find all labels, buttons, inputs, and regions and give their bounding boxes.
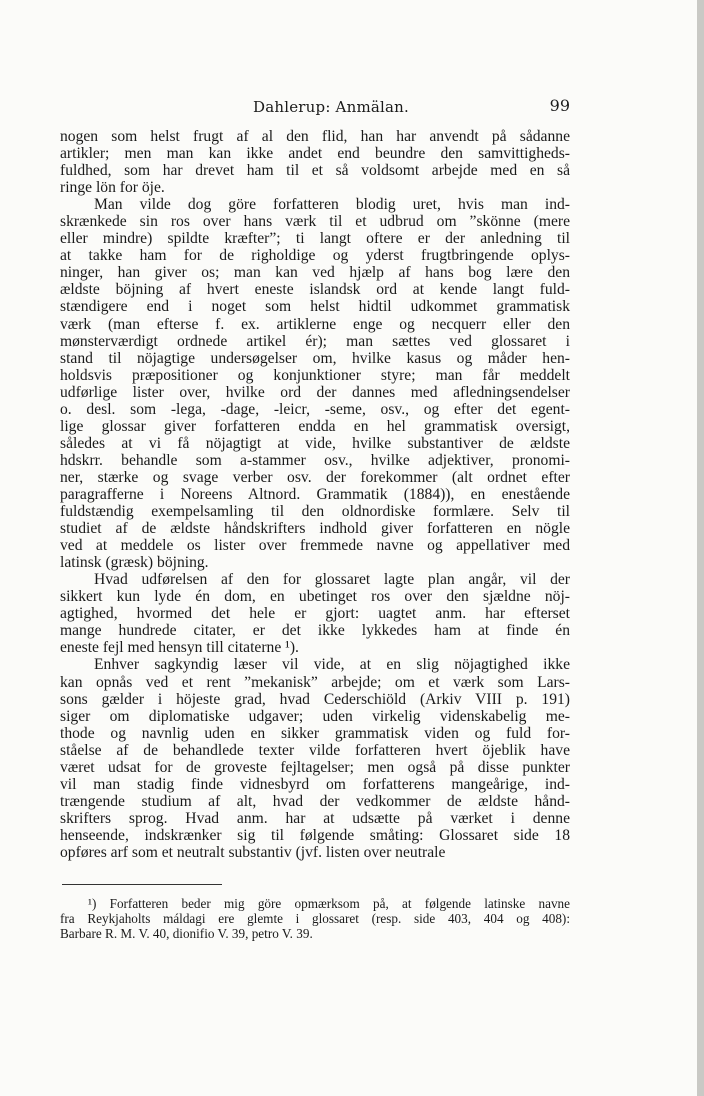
footnote [60,896,570,941]
text-line: eneste fejl med hensyn till citaterne ¹). [60,639,299,657]
text-line: udførlige lister over, hvilke ord der dannes med afledningsendelser [60,383,570,401]
text-line: latinsk (græsk) böjning. [60,554,209,572]
text-line: ældste böjning af hvert eneste islandsk ord at kende langt fuld- [60,281,570,299]
text-line: ninger, han giver os; man kan ved hjælp af hans bog lære den [60,264,570,282]
text-line: stand til nöjagtige undersøgelser om, hvilke kasus og måder hen- [60,349,570,367]
text-line: stændigere end i noget som helst hidtil udkommet grammatisk [60,298,570,316]
text-line: fuldstændig exempelsamling til den oldnordiske formlære. Selv til [60,503,570,521]
text-line: skrifters sprog. Hvad anm. har at udsætte på værket i denne [60,809,570,827]
text-line: ner, stærke og svage verber osv. der forekommer (alt ordnet efter [60,468,570,486]
running-head: Dahlerup: Anmälan. [253,98,409,116]
text-line: trængende studium af alt, hvad der vedkommer de ældste hånd- [60,792,570,810]
paragraph [60,128,570,196]
text-line: værk (man efterse f. ex. artiklerne enge og necquerr eller den [60,315,570,333]
body-text [60,128,570,861]
text-line: agtighed, hvormed det hele er gjort: uagtet anm. har efterset [60,605,570,623]
text-line: opføres arf som et neutralt substantiv (jvf. listen over neutrale [60,843,446,861]
text-line: thode og navnlig uden en sikker grammatisk viden og fuld for- [60,724,570,742]
text-line: ved at meddele os lister over fremmede navne og appellativer med [60,537,570,555]
paragraph [60,571,570,656]
footnote-line: fra Reykjaholts máldagi ere glemte i glossaret (resp. side 403, 404 og 408): [60,911,570,926]
text-line: lige glossar giver forfatteren endda en hel grammatisk oversigt, [60,417,570,435]
text-line: således at vi få nöjagtigt at vide, hvilke substantiver de ældste [60,434,570,452]
text-line: o. desl. som -lega, -dage, -leicr, -seme, osv., og efter det egent- [60,400,570,418]
text-line: fuldhed, som har drevet ham til et så voldsomt arbejde med en så [60,162,570,180]
text-line: henseende, indskrænker sig til følgende småting: Glossaret side 18 [60,826,570,844]
page-edge [697,0,704,1096]
text-line: paragrafferne i Noreens Altnord. Grammatik (1884)), en enestående [60,485,570,503]
text-line: holdsvis præpositioner og konjunktioner styre; man får meddelt [60,366,570,384]
text-line: studiet af de ældste håndskrifters indhold giver forfatteren en nögle [60,520,570,538]
text-line: Man vilde dog göre forfatteren blodig uret, hvis man ind- [94,196,570,214]
text-line: hdskrr. behandle som a-stammer osv., hvilke adjektiver, pronomi- [60,451,570,469]
footnote-line: Barbare R. M. V. 40, dionifio V. 39, petro V. 39. [60,926,313,941]
text-line: artikler; men man kan ikke andet end beundre den samvittigheds- [60,145,570,163]
text-line: kan opnås ved et rent ”mekanisk” arbejde; om et værk som Lars- [60,673,570,691]
text-line: mønsterværdigt ordnede artikel ér); man sættes ved glossaret i [60,332,570,350]
text-line: siger om diplomatiske udgaver; uden virkelig videnskabelig me- [60,707,570,725]
footnote-divider [62,884,222,885]
text-line: vil man stadig finde vidnesbyrd om forfatterens mangeårige, ind- [60,775,570,793]
text-line: sons gælder i höjeste grad, hvad Cederschiöld (Arkiv VIII p. 191) [60,690,570,708]
text-line: at takke ham for de righoldige og yderst frugtbringende oplys- [60,247,570,265]
page-header [60,96,570,120]
text-line: nogen som helst frugt af al den flid, han har anvendt på sådanne [60,128,570,145]
text-line: været udsat for de groveste fejltagelser; men også på disse punkter [60,758,570,776]
text-line: mange hundrede citater, er det ikke lykkedes ham at finde én [60,622,570,640]
text-line: sikkert kun lyde én dom, en ubetinget ros over den sjældne nöj- [60,588,570,606]
text-line: Hvad udførelsen af den for glossaret lagte plan angår, vil der [94,571,570,589]
paragraph [60,196,570,571]
text-line: Enhver sagkyndig læser vil vide, at en slig nöjagtighed ikke [94,656,570,674]
paragraph [60,656,570,861]
text-line: ståelse af de behandlede texter vilde forfatteren hvert öjeblik have [60,741,570,759]
footnote-line: ¹) Forfatteren beder mig göre opmærksom på, at følgende latinske navne [88,896,570,911]
text-line: ringe lön for öje. [60,179,165,197]
page-number: 99 [549,96,570,115]
text-line: eller mindre) spildte kræfter”; ti langt oftere er der anledning til [60,230,570,248]
text-line: skrænkede sin ros over hans værk til et udbrud om ”skönne (mere [60,213,570,231]
